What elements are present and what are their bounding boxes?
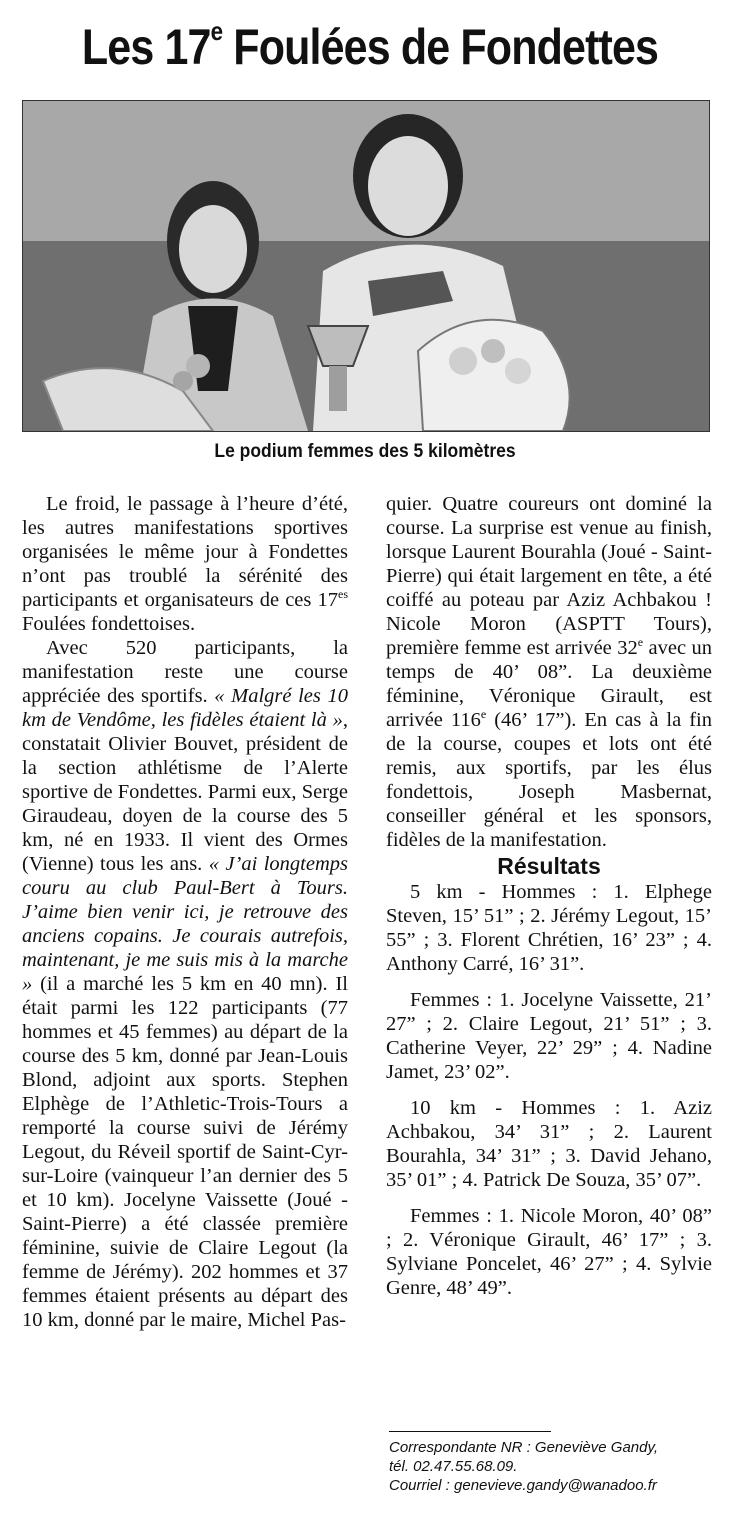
article-p3-sup-2: e (480, 707, 487, 722)
article-p3-text-b: avec un temps de 40’ 08”. La deuxième féminine, Véronique Girault, est arrivée 116 (386, 637, 712, 731)
correspondent-signature (389, 1438, 715, 1495)
signature-divider (389, 1431, 551, 1432)
article-p1-text: Le froid, le passage à l’heure d’été, les autres manifestations sportives organisées le même jour à Fondettes n’ont pas troublé la sérénité des participants et organisateurs de ces 17 (22, 493, 348, 611)
signature-correspondent: Correspondante NR : Geneviève Gandy, (389, 1439, 659, 1456)
headline-superscript: e (210, 16, 223, 46)
results-5km-women: Femmes : 1. Jocelyne Vaissette, 21’ 27” ; 2. Claire Legout, 21’ 51” ; 3. Catherine Veyer, 22’ 29” ; 4. Nadine Jamet, 23’ 02”. (386, 989, 712, 1083)
article-p2-text-a: Avec 520 participants, la manifestation reste une course appréciée des sportifs. (22, 637, 348, 707)
headline (69, 12, 671, 82)
article-p2-text-b: , constatait Olivier Bouvet, président de la section athlétisme de l’Alerte sportive de Fondettes. Parmi eux, Serge Giraudeau, doyen de la course des 5 km, né en 1933. Il vient des Ormes (Vienne) tous les ans. (22, 709, 348, 875)
article-column-right (386, 492, 712, 1312)
article-p3-text-a: quier. Quatre coureurs ont dominé la course. La surprise est venue au finish, lorsque Laurent Bourahla (Joué - Saint-Pierre) qui était largement en tête, a été coiffé au poteau par Aziz Achbakou ! Nicole Moron (ASPTT Tours), première femme est arrivée 32 (386, 493, 712, 659)
article-paragraph-1 (22, 492, 348, 636)
article-p2-quote-1: « Malgré les 10 km de Vendôme, les fidèles étaient là » (22, 685, 348, 731)
results-10km-men: 10 km - Hommes : 1. Aziz Achbakou, 34’ 31” ; 2. Laurent Bourahla, 34’ 31” ; 3. David Jehano, 35’ 01” ; 4. Patrick De Souza, 35’ 07”. (386, 1097, 712, 1191)
results-heading: Résultats (497, 853, 601, 879)
signature-phone: tél. 02.47.55.68.09. (389, 1458, 518, 1475)
results-5km-men: 5 km - Hommes : 1. Elphege Steven, 15’ 51” ; 2. Jérémy Legout, 15’ 55” ; 3. Florent Chrétien, 16’ 23” ; 4. Anthony Carré, 16’ 31”. (386, 881, 712, 975)
article-p2-quote-2: « J’ai longtemps couru au club Paul-Bert à Tours. J’aime bien venir ici, je retrouve des anciens copains. Je courais autrefois, maintenant, je me suis mis à la marche » (22, 853, 348, 995)
article-column-left (22, 492, 348, 1332)
article-p2-text-c: (il a marché les 5 km en 40 mn). Il était parmi les 122 participants (77 hommes et 45 femmes) au départ de la course des 5 km, donné par Jean-Louis Blond, adjoint aux sports. Stephen Elphège de l’Athletic-Trois-Tours a remporté la course suivi de Jérémy Legout, du Réveil sportif de Saint-Cyr-sur-Loire (vainqueur l’an dernier des 5 et 10 km). Jocelyne Vaissette (Joué - Saint-Pierre) a été classée première féminine, suivie de Claire Legout (la femme de Jérémy). 202 hommes et 37 femmes étaient présents au départ des 10 km, donné par le maire, Michel Pas- (22, 973, 348, 1331)
article-p1-sup: es (338, 587, 348, 602)
signature-email: Courriel : genevieve.gandy@wanadoo.fr (389, 1477, 657, 1494)
article-paragraph-2 (22, 636, 348, 1332)
headline-part1: Les 17 (81, 19, 211, 75)
article-p3-text-c: (46’ 17”). En cas à la fin de la course, coupes et lots ont été remis, aux sportifs, par les élus fondettois, Joseph Masbernat, conseiller général et les sponsors, fidèles de la manifestation. (386, 709, 713, 851)
results-10km-women: Femmes : 1. Nicole Moron, 40’ 08” ; 2. Véronique Girault, 46’ 17” ; 3. Sylviane Poncelet, 46’ 27” ; 4. Sylvie Genre, 48’ 49”. (386, 1205, 712, 1299)
article-paragraph-3 (386, 492, 712, 852)
article-p3-sup-1: e (637, 635, 644, 650)
headline-part2: Foulées de Fondettes (222, 19, 659, 75)
article-p1-end: Foulées fondettoises. (22, 613, 196, 635)
photo-caption: Le podium femmes des 5 kilomètres (214, 441, 516, 462)
podium-photo-illustration (23, 101, 709, 431)
podium-photo (22, 100, 710, 432)
